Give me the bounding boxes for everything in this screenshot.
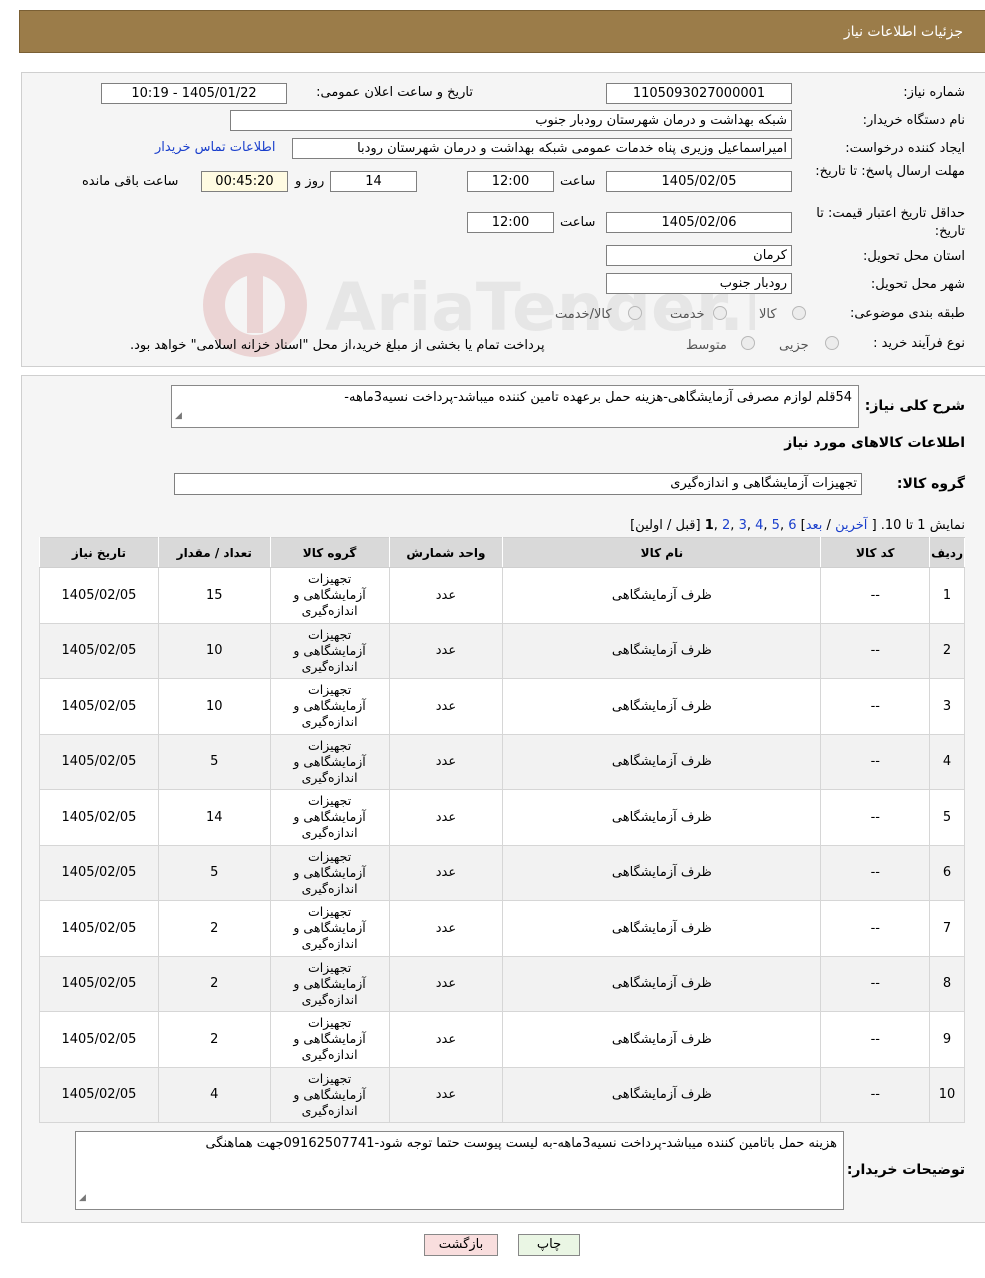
item-code-cell: -- — [821, 679, 930, 735]
process-option-minor: جزیی — [779, 338, 809, 353]
unit-cell: عدد — [389, 1012, 503, 1068]
process-radio-minor[interactable] — [825, 336, 839, 350]
buyer-label: نام دستگاه خریدار: — [862, 113, 965, 128]
item-code-cell: -- — [821, 623, 930, 679]
item-group-cell — [270, 679, 389, 735]
item-code-cell: -- — [821, 568, 930, 624]
process-radio-medium[interactable] — [741, 336, 755, 350]
col-date-header[interactable]: تاریخ نیاز — [40, 538, 159, 568]
item-name-cell: ظرف آزمایشگاهی — [503, 734, 821, 790]
table-header-row — [40, 538, 965, 568]
item-code-cell: -- — [821, 956, 930, 1012]
item-group-cell — [270, 568, 389, 624]
item-group-text: تجهیزات آزمایشگاهی و اندازه‌گیری — [293, 904, 366, 952]
quantity-cell: 4 — [158, 1067, 270, 1123]
col-row-header[interactable]: ردیف — [930, 538, 965, 568]
col-name-header[interactable]: نام کالا — [503, 538, 821, 568]
validity-label: حداقل تاریخ اعتبار قیمت: تا تاریخ: — [816, 206, 965, 239]
validity-time-label: ساعت — [560, 215, 596, 230]
need-date-cell: 1405/02/05 — [40, 901, 159, 957]
row-number-cell: 8 — [930, 956, 965, 1012]
pagination-suffix: [قبل / اولین] — [630, 518, 701, 533]
col-qty-header[interactable]: تعداد / مقدار — [158, 538, 270, 568]
item-group-cell — [270, 623, 389, 679]
item-group-text: تجهیزات آزمایشگاهی و اندازه‌گیری — [293, 682, 366, 730]
description-label: شرح کلی نیاز: — [864, 398, 965, 414]
pagination-page-3[interactable]: 3 — [738, 518, 747, 533]
unit-cell: عدد — [389, 845, 503, 901]
col-unit-header[interactable]: واحد شمارش — [389, 538, 503, 568]
item-name-cell: ظرف آزمایشگاهی — [503, 679, 821, 735]
buyer-contact-link[interactable]: اطلاعات تماس خریدار — [155, 140, 276, 155]
item-group-text: تجهیزات آزمایشگاهی و اندازه‌گیری — [293, 737, 366, 785]
remaining-label: ساعت باقی مانده — [82, 174, 179, 189]
row-number-cell: 4 — [930, 734, 965, 790]
item-group-text: تجهیزات آزمایشگاهی و اندازه‌گیری — [293, 571, 366, 619]
item-name-cell: ظرف آزمایشگاهی — [503, 623, 821, 679]
item-code-cell: -- — [821, 1067, 930, 1123]
category-radio-service[interactable] — [713, 306, 727, 320]
creator-label: ایجاد کننده درخواست: — [845, 141, 965, 156]
table-row[interactable] — [40, 568, 965, 624]
item-code-cell: -- — [821, 845, 930, 901]
resize-grip-icon[interactable]: ◢ — [79, 1193, 86, 1203]
item-code-cell: -- — [821, 734, 930, 790]
category-label: طبقه بندی موضوعی: — [849, 306, 965, 321]
city-label: شهر محل تحویل: — [870, 277, 965, 292]
need-date-cell: 1405/02/05 — [40, 790, 159, 846]
category-option-goods: کالا — [759, 307, 777, 322]
item-group-text: تجهیزات آزمایشگاهی و اندازه‌گیری — [293, 626, 366, 674]
pagination-page-5[interactable]: 5 — [771, 518, 780, 533]
col-code-header[interactable]: کد کالا — [821, 538, 930, 568]
description-textarea[interactable] — [171, 385, 859, 428]
need-date-cell: 1405/02/05 — [40, 1012, 159, 1068]
item-group-text: تجهیزات آزمایشگاهی و اندازه‌گیری — [293, 848, 366, 896]
need-number-label: شماره نیاز: — [903, 85, 965, 100]
item-code-cell: -- — [821, 901, 930, 957]
item-name-cell: ظرف آزمایشگاهی — [503, 790, 821, 846]
back-button[interactable]: بازگشت — [424, 1234, 498, 1256]
days-field: 14 — [330, 171, 417, 192]
unit-cell: عدد — [389, 679, 503, 735]
item-group-text: تجهیزات آزمایشگاهی و اندازه‌گیری — [293, 959, 366, 1007]
quantity-cell: 10 — [158, 623, 270, 679]
pagination: نمایش 1 تا 10. [ آخرین / بعد] 6 ,5 ,4 ,3 ,2 ,1 [قبل / اولین] — [630, 518, 965, 533]
row-number-cell: 6 — [930, 845, 965, 901]
province-field: کرمان — [606, 245, 792, 266]
category-option-service: خدمت — [670, 307, 705, 322]
pagination-last[interactable]: آخرین — [835, 518, 868, 533]
remaining-time-field: 00:45:20 — [201, 171, 288, 192]
deadline-date-field: 1405/02/05 — [606, 171, 792, 192]
deadline-time-label: ساعت — [560, 174, 596, 189]
category-radio-goods[interactable] — [792, 306, 806, 320]
item-group-cell — [270, 1012, 389, 1068]
row-number-cell: 5 — [930, 790, 965, 846]
unit-cell: عدد — [389, 790, 503, 846]
buyer-notes-label: توضیحات خریدار: — [846, 1162, 965, 1178]
announce-field: 1405/01/22 - 10:19 — [101, 83, 287, 104]
need-date-cell: 1405/02/05 — [40, 734, 159, 790]
item-group-text: تجهیزات آزمایشگاهی و اندازه‌گیری — [293, 793, 366, 841]
pagination-current: 1 — [704, 518, 714, 533]
item-name-cell: ظرف آزمایشگاهی — [503, 901, 821, 957]
quantity-cell: 15 — [158, 568, 270, 624]
description-text: 54قلم لوازم مصرفی آزمایشگاهی-هزینه حمل برعهده تامین کننده میباشد-پرداخت نسیه3ماهه- — [344, 390, 852, 405]
table-row[interactable] — [40, 845, 965, 901]
unit-cell: عدد — [389, 1067, 503, 1123]
item-name-cell: ظرف آزمایشگاهی — [503, 845, 821, 901]
quantity-cell: 2 — [158, 1012, 270, 1068]
goods-group-field: تجهیزات آزمایشگاهی و اندازه‌گیری — [174, 473, 862, 495]
item-group-cell — [270, 790, 389, 846]
item-group-cell — [270, 1067, 389, 1123]
table-row[interactable] — [40, 679, 965, 735]
need-date-cell: 1405/02/05 — [40, 845, 159, 901]
row-number-cell: 10 — [930, 1067, 965, 1123]
table-row[interactable] — [40, 734, 965, 790]
city-field: رودبار جنوب — [606, 273, 792, 294]
creator-field: امیراسماعیل وزیری پناه خدمات عمومی شبکه بهداشت و درمان شهرستان رودبا — [292, 138, 792, 159]
table-row[interactable] — [40, 901, 965, 957]
item-name-cell: ظرف آزمایشگاهی — [503, 1067, 821, 1123]
table-row[interactable] — [40, 623, 965, 679]
goods-section-title: اطلاعات کالاهای مورد نیاز — [784, 435, 965, 451]
col-group-header[interactable]: گروه کالا — [270, 538, 389, 568]
province-label: استان محل تحویل: — [863, 249, 965, 264]
unit-cell: عدد — [389, 901, 503, 957]
deadline-time-field: 12:00 — [467, 171, 554, 192]
unit-cell: عدد — [389, 568, 503, 624]
days-label: روز و — [295, 174, 325, 189]
pagination-next[interactable]: بعد — [805, 518, 823, 533]
validity-date-field: 1405/02/06 — [606, 212, 792, 233]
item-name-cell: ظرف آزمایشگاهی — [503, 1012, 821, 1068]
unit-cell: عدد — [389, 734, 503, 790]
item-group-text: تجهیزات آزمایشگاهی و اندازه‌گیری — [293, 1015, 366, 1063]
validity-time-field: 12:00 — [467, 212, 554, 233]
item-code-cell: -- — [821, 1012, 930, 1068]
buyer-notes-text: هزینه حمل باتامین کننده میباشد-پرداخت نسیه3ماهه-به لیست پیوست حتما توجه شود-09162507741جهت هماهنگی — [205, 1136, 837, 1151]
category-option-goods-service: کالا/خدمت — [555, 307, 612, 322]
category-radio-goods-service[interactable] — [628, 306, 642, 320]
item-group-cell — [270, 901, 389, 957]
pagination-page-4[interactable]: 4 — [755, 518, 764, 533]
process-label: نوع فرآیند خرید : — [873, 336, 965, 351]
pagination-prefix: نمایش 1 تا 10. [ — [871, 518, 965, 533]
table-row[interactable] — [40, 1012, 965, 1068]
need-date-cell: 1405/02/05 — [40, 956, 159, 1012]
item-group-cell — [270, 956, 389, 1012]
row-number-cell: 2 — [930, 623, 965, 679]
process-note: پرداخت تمام یا بخشی از مبلغ خرید،از محل "اسناد خزانه اسلامی" خواهد بود. — [130, 338, 545, 353]
item-group-cell — [270, 734, 389, 790]
item-name-cell: ظرف آزمایشگاهی — [503, 568, 821, 624]
row-number-cell: 7 — [930, 901, 965, 957]
quantity-cell: 14 — [158, 790, 270, 846]
quantity-cell: 2 — [158, 956, 270, 1012]
table-row[interactable] — [40, 790, 965, 846]
quantity-cell: 5 — [158, 734, 270, 790]
need-number-field: 1105093027000001 — [606, 83, 792, 104]
page-title: جزئیات اطلاعات نیاز — [843, 24, 963, 40]
resize-grip-icon[interactable]: ◢ — [175, 411, 182, 421]
table-row[interactable] — [40, 1067, 965, 1123]
need-date-cell: 1405/02/05 — [40, 623, 159, 679]
row-number-cell: 3 — [930, 679, 965, 735]
pagination-page-6[interactable]: 6 — [788, 518, 797, 533]
quantity-cell: 5 — [158, 845, 270, 901]
buyer-field: شبکه بهداشت و درمان شهرستان رودبار جنوب — [230, 110, 792, 131]
page-header — [19, 10, 985, 53]
unit-cell: عدد — [389, 623, 503, 679]
deadline-label: مهلت ارسال پاسخ: تا تاریخ: — [815, 164, 965, 179]
quantity-cell: 2 — [158, 901, 270, 957]
buyer-notes-textarea[interactable] — [75, 1131, 844, 1210]
print-button[interactable]: چاپ — [518, 1234, 580, 1256]
need-date-cell: 1405/02/05 — [40, 1067, 159, 1123]
item-code-cell: -- — [821, 790, 930, 846]
goods-group-label: گروه کالا: — [896, 476, 965, 492]
announce-label: تاریخ و ساعت اعلان عمومی: — [316, 85, 473, 100]
item-group-cell — [270, 845, 389, 901]
pagination-page-2[interactable]: 2 — [722, 518, 731, 533]
quantity-cell: 10 — [158, 679, 270, 735]
item-group-text: تجهیزات آزمایشگاهی و اندازه‌گیری — [293, 1070, 366, 1118]
table-row[interactable] — [40, 956, 965, 1012]
process-option-medium: متوسط — [686, 338, 727, 353]
row-number-cell: 9 — [930, 1012, 965, 1068]
items-table — [39, 537, 965, 1123]
item-name-cell: ظرف آزمایشگاهی — [503, 956, 821, 1012]
row-number-cell: 1 — [930, 568, 965, 624]
need-date-cell: 1405/02/05 — [40, 568, 159, 624]
need-date-cell: 1405/02/05 — [40, 679, 159, 735]
unit-cell: عدد — [389, 956, 503, 1012]
